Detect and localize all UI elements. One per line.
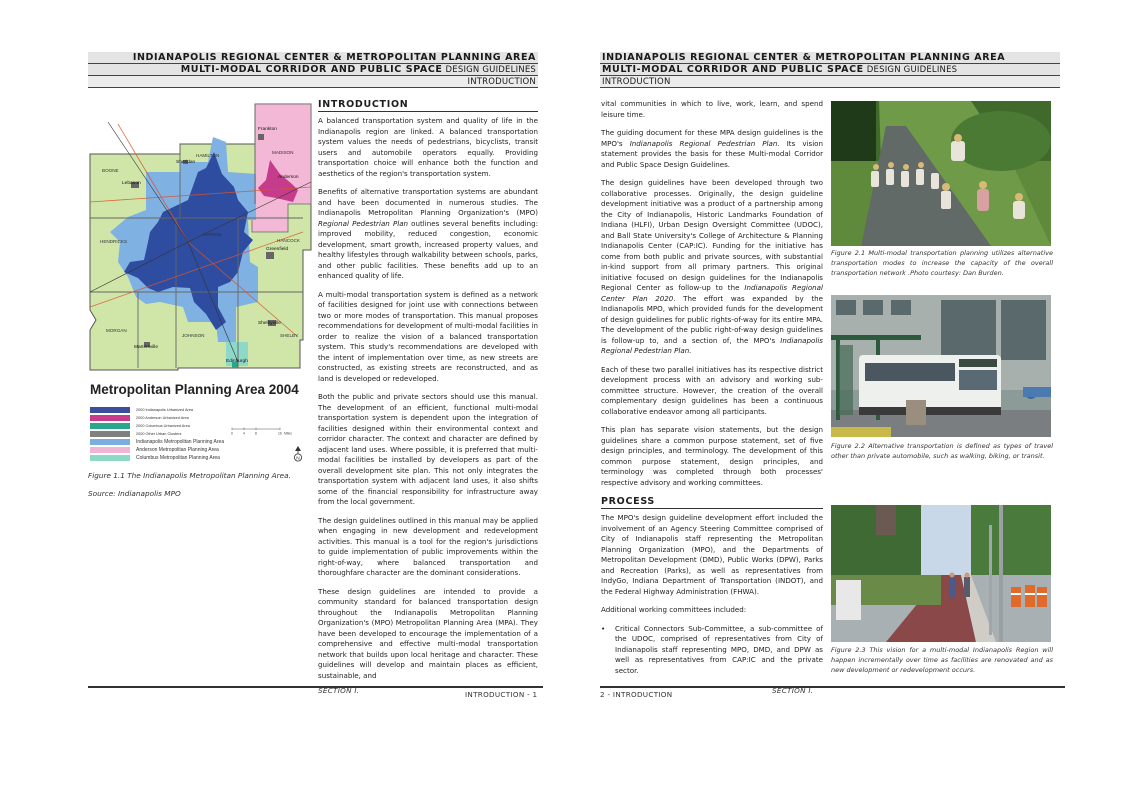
scale-tick: 16 [278,431,282,436]
legend-swatch [90,439,130,445]
header-subtitle [600,64,1060,76]
intro-paragraph: A multi-modal transportation system is defined as a network of facilities designed for joint use with connections between two or more modes of transportation. This manual proposes recommendations for development of multi-modal facilities in order to realize the vision of a balanced transportation system. This study's recommendations are developed with the intent of implementation over time, as new streets are constructed, as existing streets are reconstructed, and as land is developed or redeveloped. [318,289,538,383]
text-run: The design guidelines have been developed through two collaborative processes. Originally, the design guideline development initiative was a product of a partnership among the City of Indianapolis, Historic Landmarks Foundation of Indiana (HLFI), Urban Design Oversight Committee (UDOC), and Ball State University's College of Architecture & Planning Indianapolis Center (CAP:IC). Funding for the initiative has come from both public and private sources, with substantial in-kind support from all primary partners. This original initiative focused on design guidelines for the Indianapolis Regional Center as follow-up to the [601,178,823,292]
footer-section-label: SECTION I. [772,686,814,695]
header-line-1: INDIANAPOLIS REGIONAL CENTER & METROPOLITAN PLANNING AREA [132,52,536,63]
legend-label: 2000 Other Urban Clusters [136,432,182,436]
scale-unit: Miles [284,431,292,436]
text-run: . The effort was expanded by the Indianapolis MPO, which provided funds for the development of design guidelines for public rights-of-way for its entire MPA. The development of the public right-of-way design guidelines is follow-up to, and a section of, the MPO's [601,293,824,345]
legend-swatch [90,407,130,413]
figure-2-1-caption: Figure 2.1 Multi-modal transportation planning utilizes alternative transportation modes to increase the capacity of the overall transportation network .Photo courtesy: Dan Burden. [831,249,1053,277]
intro-paragraph: A balanced transportation system and quality of life in the Indianapolis region are linked. A balanced transportation system values the needs of pedestrians, bicyclists, transit users and automobile operators equally. Providing transportation choice will enhance both the function and aesthetics of the region's transportation system. [318,116,538,178]
body-paragraph [601,178,823,357]
body-paragraph: Additional working committees included: [601,605,747,614]
page-number: INTRODUCTION - 1 [465,690,538,699]
legend-item [90,446,224,454]
text-run: Its vision statement provides the basis for these Multi-modal Corridor and Public Space Design Guidelines. [601,138,823,169]
legend-item [90,414,224,422]
legend-swatch [90,431,130,437]
children-trail-photo [831,101,1051,246]
legend-item [90,454,224,462]
text-italic: Regional Pedestrian Plan [318,218,409,228]
figure-2-3-caption: Figure 2.3 This vision for a multi-modal Indianapolis Region will happen incrementally over time as facilities are renovated and as new development or redevelopment occurs. [831,646,1053,674]
scale-tick: 8 [255,431,257,436]
page-number: 2 - INTRODUCTION [600,690,673,699]
text-italic: Indianapolis Regional Center Plan 2020 [601,283,823,303]
north-label: N [296,456,300,462]
legend-swatch [90,447,130,453]
body-paragraph: Each of these two parallel initiatives has its respective district development process with an advisory and working sub-committee structure. However, the creation of the overall complementary design guidelines has been a continuous collaborative endeavor among all participants. [601,364,823,416]
county-label: HAMILTON [196,153,220,158]
town-label: Martinsville [134,345,158,350]
legend-item [90,406,224,414]
bullet-icon: • [601,623,606,633]
intro-column [318,99,538,689]
legend-label: Anderson Metropolitan Planning Area [136,447,219,453]
header-title [88,52,538,64]
map-legend [88,382,312,468]
town-label: Edinburgh [226,359,248,364]
process-column [601,99,823,676]
footer-rule [600,686,1065,688]
legend-label: Indianapolis Metropolitan Planning Area [136,439,225,445]
legend-item [90,438,224,446]
header-title [600,52,1060,64]
scale-bar [230,426,294,436]
photo-multimodal-street [831,505,1051,642]
text-italic: Indianapolis Regional Pedestrian Plan. [601,335,823,355]
text-run: Benefits of alternative transportation systems are abundant and have been documented in numerous studies. The Indianapolis Metropolitan Planning Organization's (MPO) [318,187,538,217]
mpa-map-graphic [88,92,312,380]
body-paragraph: This plan has separate vision statements, but the design guidelines share a common purpose statement, set of five design principles, and terminology. The development of this common purpose statement, design principles, and terminology was completed through both processes' respective advisory and working committees. [601,425,823,487]
footer-section-label: SECTION I. [318,686,360,695]
text-italic: Indianapolis Regional Pedestrian Plan. [629,138,780,148]
legend-swatch [90,415,130,421]
scale-tick: 4 [243,431,245,436]
county-label: BOONE [102,168,119,173]
legend-item [90,430,224,438]
header-section [600,76,1060,88]
header-line-3: INTRODUCTION [602,77,671,87]
figure-1-1-source: Source: Indianapolis MPO [88,489,181,498]
town-label: Sheridan [176,160,196,165]
town-label: Lebanon [122,181,141,186]
legend-rows [90,406,224,462]
left-page [0,0,561,794]
bus-stop-photo [831,295,1051,437]
county-label: MORGAN [106,328,127,333]
body-paragraph: The MPO's design guideline development effort included the involvement of an Agency Steering Committee comprised of City of Indianapolis staff representing the Metropolitan Planning Organization (MPO), and the Departments of Metropolitan Development (DMD), Public Works (DPW), Parks and Recreation (Parks), as well as representatives from IndyGo, Indiana Department of Transportation (INDOT), and the Federal Highway Administration (FHWA). [601,513,823,596]
header-section [88,76,538,88]
town-label: Greenfield [266,247,289,252]
intro-paragraph: The design guidelines outlined in this manual may be applied when engaging in new development and redevelopment activities. This manual is a tool for the region's jurisdictions to guide implementation of public improvements within the right-of-way, where balanced transportation and thoroughfare character are the dominant considerations. [318,515,538,577]
legend-swatch [90,423,130,429]
county-label: MADISON [272,150,294,155]
header-line-2-bold: MULTI-MODAL CORRIDOR AND PUBLIC SPACE [180,64,443,75]
header-line-2-light: DESIGN GUIDELINES [866,65,958,75]
process-heading: PROCESS [601,496,823,509]
town-label: Frankton [258,127,277,132]
north-arrow-icon [293,446,303,462]
committee-list-item [601,624,823,677]
header-line-1: INDIANAPOLIS REGIONAL CENTER & METROPOLITAN PLANNING AREA [602,52,1006,63]
header-subtitle [88,64,538,76]
legend-label: 2000 Indianapolis Urbanized Area [136,408,193,412]
body-paragraph: vital communities in which to live, work, learn, and spend leisure time. [601,99,823,119]
county-label: MARION [203,232,222,237]
header-line-2-bold: MULTI-MODAL CORRIDOR AND PUBLIC SPACE [602,64,864,75]
legend-label: 2000 Columbus Urbanized Area [136,424,190,428]
figure-2-2-caption: Figure 2.2 Alternative transportation is defined as types of travel other than private automobile, such as walking, biking, or transit. [831,442,1053,460]
legend-label: 2000 Anderson Urbanized Area [136,416,189,420]
mpa-map [88,92,312,380]
text-run: outlines several benefits including: improved mobility, reduced congestion, economic development, smart growth, increased property values, and healthy lifestyles through walkability between schools, parks, and other public facilities. These benefits add up to an enhanced quality of life. [318,218,538,280]
intro-paragraph: These design guidelines are intended to provide a community standard for balanced transportation design throughout the Indianapolis Metropolitan Planning Organization's (MPO) Metropolitan Planning Area (MPA). They have been developed to encourage the implementation of a comprehensive and effective multi-modal transportation network that builds upon local heritage and character. These guidelines will develop and maintain places as efficient, sustainable, and [318,586,538,680]
legend-title: Metropolitan Planning Area 2004 [90,382,299,397]
intro-heading: INTRODUCTION [318,99,538,112]
header-line-2-light: DESIGN GUIDELINES [445,65,536,75]
town-label: Shelbyville [258,321,281,326]
list-item-text: Critical Connectors Sub-Committee, a sub-committee of the UDOC, comprised of representatives from City of Indianapolis staff representing MPO, DMD, and DPW as well as representatives from CAP:IC and the private sector. [615,623,823,675]
photo-bus-stop [831,295,1051,437]
county-label: HANCOCK [277,238,300,243]
scale-tick: 0 [231,431,233,436]
text-run: The guiding document for these MPA design guidelines is the MPO's [601,128,823,148]
street-photo [831,505,1051,642]
legend-swatch [90,455,130,461]
county-label: SHELBY [280,333,299,338]
legend-item [90,422,224,430]
county-label: HENDRICKS [100,239,128,244]
intro-paragraph [318,187,538,282]
body-paragraph [601,128,823,170]
footer-rule [88,686,543,688]
photo-children-walking [831,101,1051,246]
legend-label: Columbus Metropolitan Planning Area [136,455,220,461]
county-label: JOHNSON [182,333,205,338]
figure-1-1-caption: Figure 1.1 The Indianapolis Metropolitan Planning Area. [88,471,291,480]
header-line-3: INTRODUCTION [467,77,536,87]
intro-paragraph: Both the public and private sectors should use this manual. The development of an efficient, functional multi-modal transportation system is dependent upon the integration of facilities designed within their environmental context and corridor character. The context and character are defined by adjacent land uses. Where possible, it is preferred that multi-modal facilities be installed by developers as part of the overall development site plan. This not only integrates the transportation system with adjacent land uses, it also shifts some of the financial responsibility for infrastructure away from the local government. [318,392,538,506]
town-label: Anderson [278,175,299,180]
